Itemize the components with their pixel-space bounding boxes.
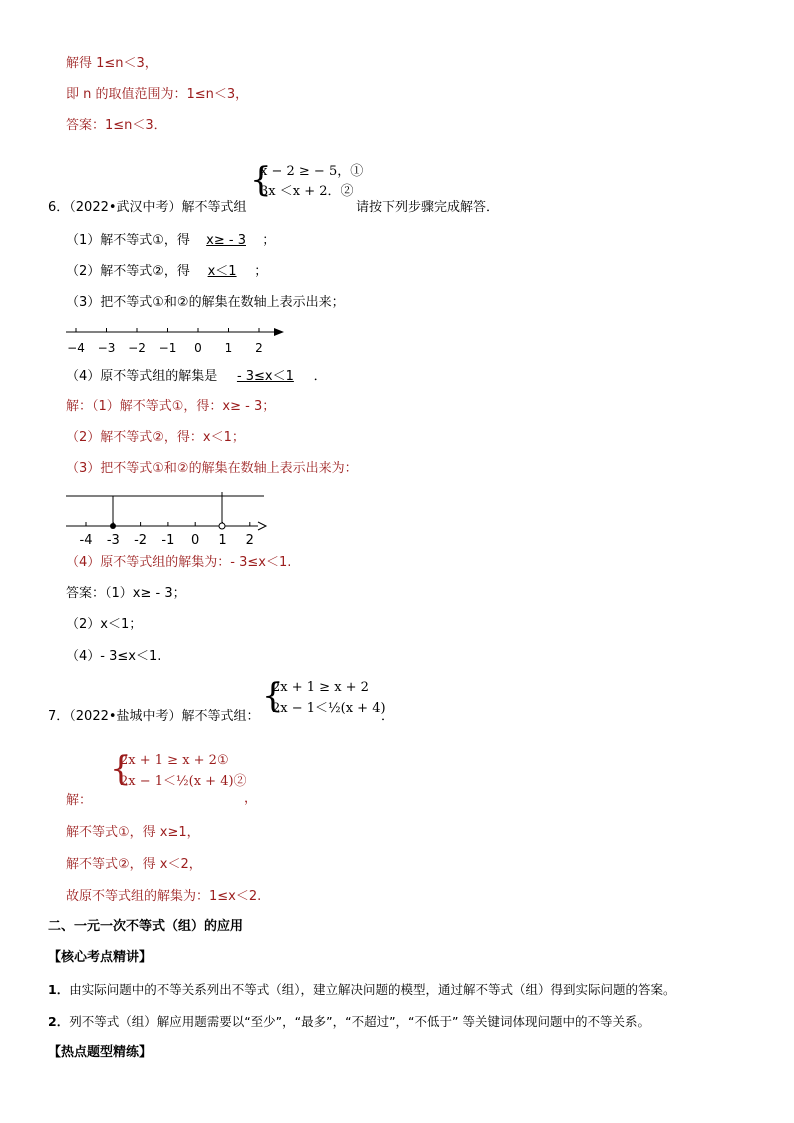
q6-stem-tail: 请按下列步骤完成解答．: [356, 200, 500, 215]
q6-system-row-1: x − 2 ≥ − 5，①: [260, 164, 364, 179]
solution-line: 解不等式①，得 x≥1，: [66, 825, 200, 840]
point-text: 列不等式（组）解应用题需要以“至少”，“最多”，“不超过”，“不低于” 等关键词体现问题中的不等关系。: [69, 1014, 650, 1029]
q6-inequality-system: [250, 162, 370, 202]
step-punct: ．: [313, 369, 327, 384]
step-text: （4）原不等式组的解集是: [66, 369, 218, 384]
q7-system-row-1: 2x + 1 ≥ x + 2: [272, 680, 369, 695]
q6-step-4: [66, 368, 327, 386]
solution-line: （3）把不等式①和②的解集在数轴上表示出来为：: [66, 461, 358, 476]
number-line-blank: [60, 322, 290, 358]
q7-solution-system: [110, 751, 260, 793]
point-text: 由实际问题中的不等关系列出不等式（组），建立解决问题的模型，通过解不等式（组）得到实际问题的答案。: [69, 982, 676, 997]
core-heading: 【核心考点精讲】: [48, 950, 153, 965]
q6-step-3: （3）把不等式①和②的解集在数轴上表示出来；: [66, 295, 345, 310]
q6-step-1: [66, 232, 275, 250]
tick-label: −3: [97, 341, 116, 355]
brace-icon: {: [262, 676, 284, 716]
tick-label: 2: [245, 533, 254, 548]
number-line-solution: [60, 488, 280, 550]
core-point-1: [48, 981, 675, 999]
tick-label: -2: [134, 533, 148, 548]
hot-heading: 【热点题型精练】: [48, 1045, 153, 1060]
blank-answer: - 3≤x＜1: [236, 369, 294, 384]
q7-stem: 7．（2022•盐城中考）解不等式组：: [48, 709, 260, 724]
tick-label: 1: [218, 533, 227, 548]
tick-label: −4: [67, 341, 85, 355]
point-number: 2．: [48, 1014, 70, 1029]
tick-label: 0: [191, 533, 200, 548]
tick-label: 2: [255, 341, 263, 355]
point-number: 1．: [48, 982, 70, 997]
answer-line: （2）x＜1；: [66, 617, 143, 632]
solution-line: 解不等式②，得 x＜2，: [66, 857, 202, 872]
tick-label: -4: [79, 533, 93, 548]
closed-point-icon: [110, 523, 116, 529]
q7-solution-row-1: 2x + 1 ≥ x + 2①: [120, 753, 229, 768]
open-point-icon: [219, 523, 225, 529]
tick-label: −2: [128, 341, 146, 355]
tick-label: 1: [224, 341, 233, 355]
solution-line: 解：（1）解不等式①，得：x≥ - 3；: [66, 399, 276, 414]
solution-line: 故原不等式组的解集为：1≤x＜2.: [66, 889, 262, 904]
solution-line: （4）原不等式组的解集为：- 3≤x＜1.: [66, 555, 292, 570]
q7-system-row-2: 2x − 1＜½(x + 4): [272, 701, 386, 716]
tick-label: -3: [106, 533, 120, 548]
step-text: （1）解不等式①，得: [66, 233, 190, 248]
blank-answer: x≥ - 3: [206, 233, 246, 248]
arrow-icon: [258, 522, 266, 530]
step-text: （2）解不等式②，得: [66, 264, 190, 279]
tick-label: −1: [158, 341, 177, 355]
q6-step-2: [66, 263, 267, 281]
step-punct: ；: [254, 264, 268, 279]
brace-icon: {: [110, 749, 132, 789]
tick-label: 0: [194, 341, 202, 355]
answer-line: 解得 1≤n＜3，: [66, 56, 158, 71]
q7-stem-tail: ．: [381, 709, 395, 724]
core-point-2: [48, 1013, 650, 1031]
tick-label: -1: [161, 533, 175, 548]
solution-line: （2）解不等式②，得：x＜1；: [66, 430, 245, 445]
arrow-icon: [274, 328, 284, 336]
blank-answer: x＜1: [207, 264, 237, 279]
step-punct: ；: [262, 233, 276, 248]
answer-line: （4）- 3≤x＜1.: [66, 649, 162, 664]
brace-icon: {: [250, 160, 272, 200]
section-title: 二、一元一次不等式（组）的应用: [48, 919, 244, 934]
answer-line: 答案：（1）x≥ - 3；: [66, 586, 186, 601]
solution-punct: ，: [244, 791, 258, 806]
q6-stem: 6．（2022•武汉中考）解不等式组: [48, 200, 247, 215]
solution-label: 解：: [66, 793, 93, 808]
answer-line: 即 n 的取值范围为：1≤n＜3，: [66, 87, 249, 102]
answer-line: 答案：1≤n＜3．: [66, 118, 167, 133]
q6-system-row-2: 3x ＜x + 2．②: [260, 184, 354, 199]
q7-solution-row-2: 2x − 1＜½(x + 4)②: [120, 774, 247, 789]
